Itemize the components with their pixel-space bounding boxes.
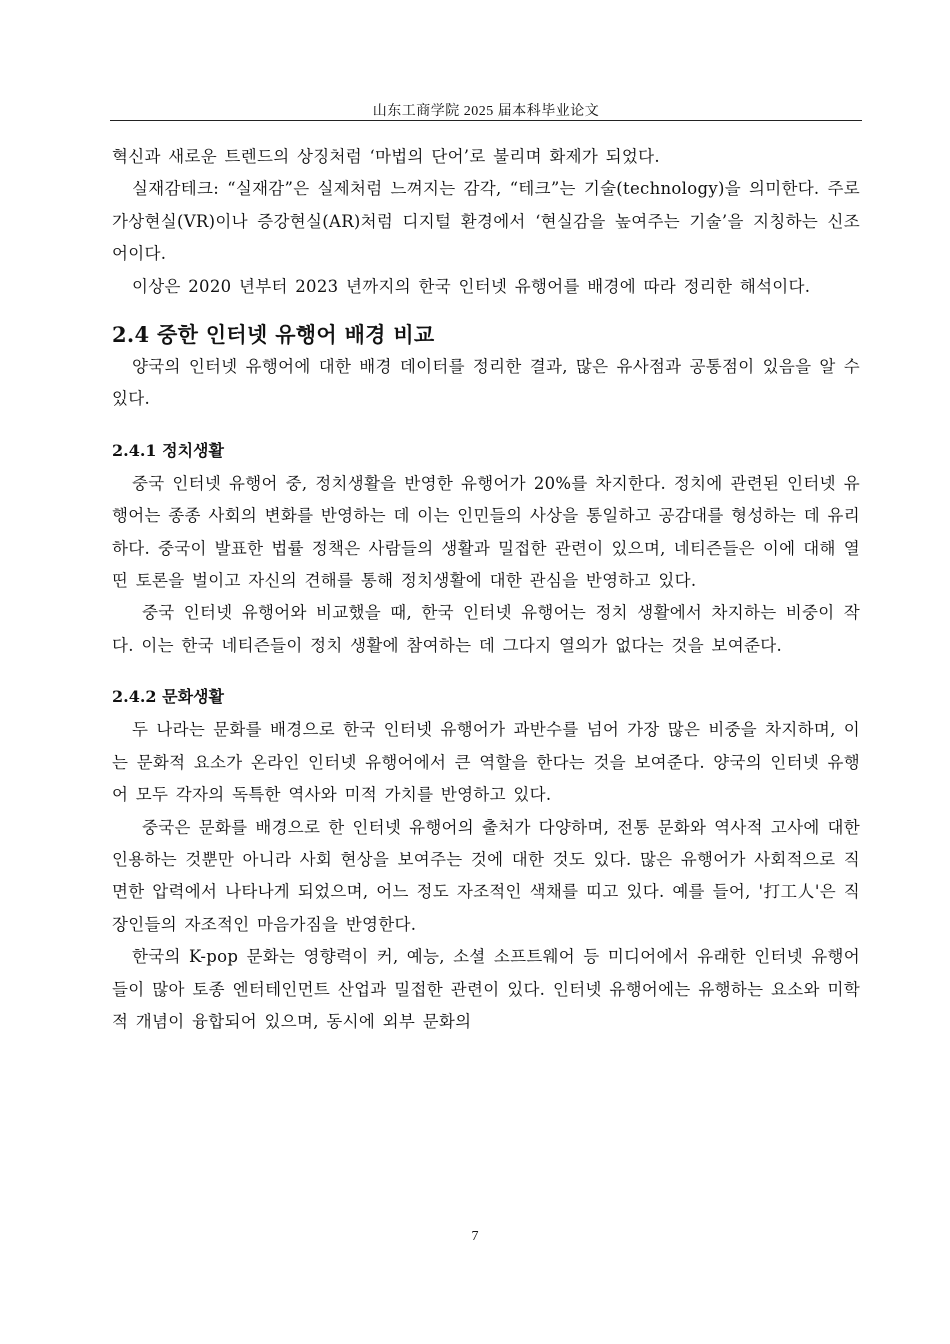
paragraph-politics-2: 중국 인터넷 유행어와 비교했을 때, 한국 인터넷 유행어는 정치 생활에서 차지하는 비중이 작다. 이는 한국 네티즌들이 정치 생활에 참여하는 데 그다지 열의가 없다는 것을 보여준다. (112, 603, 860, 655)
page-header (110, 100, 862, 121)
header-title: 山东工商学院 2025 届本科毕业论文 (372, 104, 600, 119)
subsection-heading-2-4-2: 2.4.2 문화생활 (112, 687, 224, 707)
paragraph-culture-2: 중국은 문화를 배경으로 한 인터넷 유행어의 출처가 다양하며, 전통 문화와 역사적 고사에 대한 인용하는 것뿐만 아니라 사회 현상을 보여주는 것에 대한 것도 있다. 많은 유행어가 사회적으로 직면한 압력에서 나타나게 되었으며, 어느 정도 자조적인 색채를 띠고 있다. 예를 들어, '打工人'은 직장인들의 자조적인 마음가짐을 반영한다. (112, 817, 860, 934)
subsection-heading-2-4-1: 2.4.1 정치생활 (112, 440, 224, 460)
paragraph-section-intro: 양국의 인터넷 유행어에 대한 배경 데이터를 정리한 결과, 많은 유사점과 공통점이 있음을 알 수 있다. (112, 357, 860, 409)
paragraph-culture-1: 두 나라는 문화를 배경으로 한국 인터넷 유행어가 과반수를 넘어 가장 많은 비중을 차지하며, 이는 문화적 요소가 온라인 인터넷 유행어에서 큰 역할을 한다는 것을 보여준다. 양국의 인터넷 유행어 모두 각자의 독특한 역사와 미적 가치를 반영하고 있다. (112, 720, 860, 805)
page-number: 7 (471, 1229, 479, 1244)
paragraph-summary: 이상은 2020 년부터 2023 년까지의 한국 인터넷 유행어를 배경에 따라 정리한 해석이다. (132, 276, 811, 296)
page-body (112, 141, 860, 1038)
paragraph-culture-3: 한국의 K-pop 문화는 영향력이 커, 예능, 소셜 소프트웨어 등 미디어에서 유래한 인터넷 유행어들이 많아 토종 엔터테인먼트 산업과 밀접한 관련이 있다. 인터넷 유행어에는 유행하는 요소와 미학적 개념이 융합되어 있으며, 동시에 외부 문화의 (112, 947, 860, 1031)
paragraph-definition: 실재감테크: “실재감”은 실제처럼 느껴지는 감각, “테크”는 기술(technology)을 의미한다. 주로 가상현실(VR)이나 증강현실(AR)처럼 디지털 환경에서 ‘현실감을 높여주는 기술’을 지칭하는 신조어이다. (112, 179, 860, 264)
section-heading-2-4: 2.4 중한 인터넷 유행어 배경 비교 (112, 322, 435, 348)
paragraph-continuation: 혁신과 새로운 트렌드의 상징처럼 ‘마법의 단어’로 불리며 화제가 되었다. (112, 147, 660, 166)
paragraph-politics-1: 중국 인터넷 유행어 중, 정치생활을 반영한 유행어가 20%를 차지한다. 정치에 관련된 인터넷 유행어는 종종 사회의 변화를 반영하는 데 이는 인민들의 사상을 통일하고 공감대를 형성하는 데 유리하다. 중국이 발표한 법률 정책은 사람들의 생활과 밀접한 관련이 있으며, 네티즌들은 이에 대해 열띤 토론을 벌이고 자신의 견해를 통해 정치생활에 대한 관심을 반영하고 있다. (112, 473, 860, 591)
